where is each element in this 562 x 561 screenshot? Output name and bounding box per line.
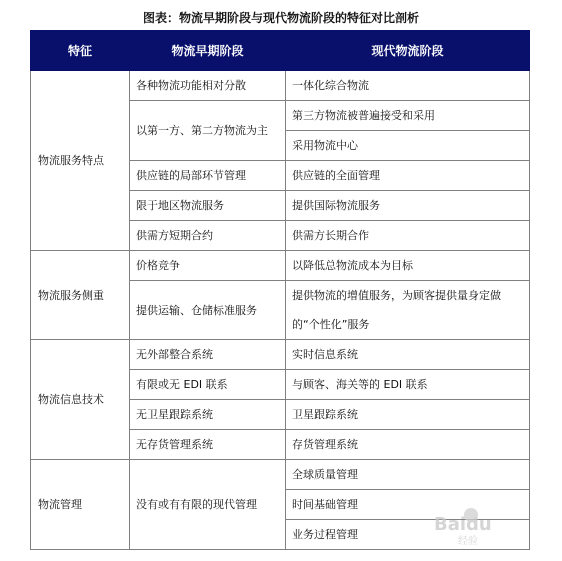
table-header-row — [31, 31, 530, 71]
modern-cell: 提供物流的增值服务，为顾客提供量身定做 — [286, 281, 530, 311]
table-row — [31, 251, 530, 281]
feature-cell: 物流服务侧重 — [31, 251, 130, 340]
early-cell: 价格竞争 — [130, 251, 286, 281]
early-cell: 各种物流功能相对分散 — [130, 71, 286, 101]
early-cell: 有限或无 EDI 联系 — [130, 370, 286, 400]
early-cell: 以第一方、第二方物流为主 — [130, 101, 286, 161]
feature-cell: 物流服务特点 — [31, 71, 130, 251]
baidu-watermark — [430, 510, 530, 550]
table-row — [31, 340, 530, 370]
watermark-sub: 经验 — [458, 536, 478, 547]
modern-cell: 一体化综合物流 — [286, 71, 530, 101]
early-cell: 没有或有有限的现代管理 — [130, 460, 286, 550]
watermark-brand: Baidu — [434, 514, 492, 535]
modern-cell: 业务过程管理 — [286, 520, 530, 550]
modern-cell: 供应链的全面管理 — [286, 161, 530, 191]
early-cell: 无存货管理系统 — [130, 430, 286, 460]
header-feature: 特征 — [31, 31, 130, 71]
modern-cell: 存货管理系统 — [286, 430, 530, 460]
modern-cell: 时间基础管理 — [286, 490, 530, 520]
header-early-stage: 物流早期阶段 — [130, 31, 286, 71]
modern-cell: 采用物流中心 — [286, 131, 530, 161]
modern-cell: 以降低总物流成本为目标 — [286, 251, 530, 281]
early-cell: 无外部整合系统 — [130, 340, 286, 370]
early-cell: 供应链的局部环节管理 — [130, 161, 286, 191]
table-row — [31, 460, 530, 490]
table-title: 图表：物流早期阶段与现代物流阶段的特征对比剖析 — [142, 11, 419, 25]
modern-cell: 提供国际物流服务 — [286, 191, 530, 221]
early-cell: 无卫星跟踪系统 — [130, 400, 286, 430]
table-row — [31, 71, 530, 101]
feature-cell: 物流信息技术 — [31, 340, 130, 460]
modern-cell: 第三方物流被普遍接受和采用 — [286, 101, 530, 131]
comparison-table — [30, 30, 530, 550]
modern-cell: 全球质量管理 — [286, 460, 530, 490]
early-cell: 限于地区物流服务 — [130, 191, 286, 221]
early-cell: 提供运输、仓储标准服务 — [130, 281, 286, 340]
modern-cell: 供需方长期合作 — [286, 221, 530, 251]
modern-cell: 实时信息系统 — [286, 340, 530, 370]
modern-cell: 卫星跟踪系统 — [286, 400, 530, 430]
feature-cell: 物流管理 — [31, 460, 130, 550]
early-cell: 供需方短期合约 — [130, 221, 286, 251]
modern-cell: 与顾客、海关等的 EDI 联系 — [286, 370, 530, 400]
modern-cell: 的“个性化”服务 — [286, 310, 530, 340]
header-modern-stage: 现代物流阶段 — [286, 31, 530, 71]
